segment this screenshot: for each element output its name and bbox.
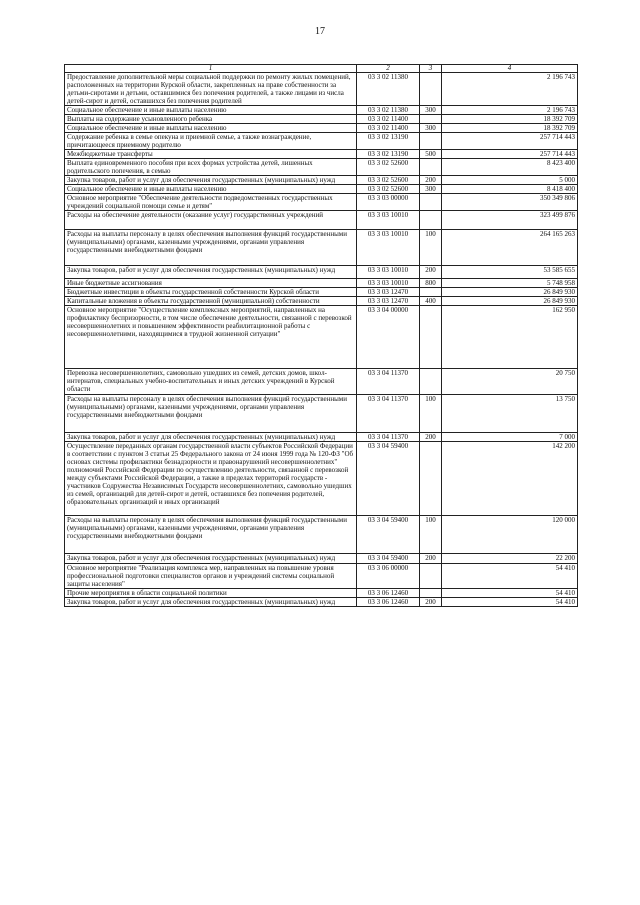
row-code: 03 3 02 52600 (357, 185, 420, 194)
row-expense-type: 300 (420, 185, 442, 194)
row-name: Расходы на выплаты персоналу в целях обеспечения выполнения функций государственными (муниципальными) органами, казенными учреждениями, органами управления государственными внебюджетными фондами (65, 516, 357, 554)
table-row (65, 369, 578, 395)
row-code: 03 3 06 00000 (357, 564, 420, 589)
row-name: Расходы на выплаты персоналу в целях обеспечения выполнения функций государственными (муниципальными) органами, казенными учреждениями, органами управления государственными внебюджетными фондами (65, 395, 357, 433)
row-expense-type (420, 159, 442, 176)
header-col-4: 4 (442, 65, 578, 73)
row-amount: 162 950 (442, 306, 578, 369)
row-expense-type: 200 (420, 176, 442, 185)
row-expense-type (420, 369, 442, 395)
row-amount: 5 000 (442, 176, 578, 185)
row-code: 03 3 04 59400 (357, 442, 420, 516)
row-amount: 8 418 400 (442, 185, 578, 194)
row-name: Основное мероприятие "Реализация комплекса мер, направленных на повышение уровня профессиональной подготовки специалистов органов и учреждений системы социальной защиты населения" (65, 564, 357, 589)
row-amount: 120 000 (442, 516, 578, 554)
row-amount: 22 200 (442, 554, 578, 564)
table-row (65, 297, 578, 306)
row-expense-type (420, 306, 442, 369)
row-amount: 13 750 (442, 395, 578, 433)
row-expense-type: 200 (420, 554, 442, 564)
table-body (65, 73, 578, 607)
table-row (65, 73, 578, 106)
row-expense-type: 100 (420, 516, 442, 554)
row-code: 03 3 03 12470 (357, 297, 420, 306)
table-row (65, 564, 578, 589)
table-row (65, 442, 578, 516)
row-expense-type (420, 442, 442, 516)
row-name: Основное мероприятие "Осуществление комплексных мероприятий, направленных на профилактику беспризорности, в том числе обеспечение деятельности, связанной с перевозкой несовершеннолетних и повышением эффективности реабилитационной работы с несовершеннолетними, находящимися в трудной жизненной ситуации" (65, 306, 357, 369)
row-amount: 257 714 443 (442, 133, 578, 150)
row-name: Закупка товаров, работ и услуг для обеспечения государственных (муниципальных) нужд (65, 433, 357, 442)
row-expense-type (420, 564, 442, 589)
table-row (65, 279, 578, 288)
row-name: Содержание ребенка в семье опекуна и приемной семье, а также вознаграждение, причитающееся приемному родителю (65, 133, 357, 150)
row-amount: 26 849 930 (442, 297, 578, 306)
row-expense-type (420, 288, 442, 297)
row-amount: 350 349 806 (442, 194, 578, 211)
row-amount: 53 585 655 (442, 266, 578, 279)
row-code: 03 3 06 12460 (357, 598, 420, 607)
table-header (65, 65, 578, 73)
row-code: 03 3 04 11370 (357, 395, 420, 433)
table-row (65, 211, 578, 230)
row-amount: 18 392 709 (442, 124, 578, 133)
table-row (65, 106, 578, 115)
row-code: 03 3 03 00000 (357, 194, 420, 211)
row-name: Выплаты на содержание усыновленного ребенка (65, 115, 357, 124)
row-code: 03 3 04 11370 (357, 369, 420, 395)
row-expense-type (420, 73, 442, 106)
row-amount: 54 410 (442, 598, 578, 607)
row-name: Перевозка несовершеннолетних, самовольно ушедших из семей, детских домов, школ-интернатов, специальных учебно-воспитательных и иных детских учреждений в Курской области (65, 369, 357, 395)
table-row (65, 124, 578, 133)
budget-table (64, 64, 578, 607)
row-expense-type: 200 (420, 433, 442, 442)
row-name: Прочие мероприятия в области социальной политики (65, 589, 357, 598)
row-amount: 20 750 (442, 369, 578, 395)
table-row (65, 306, 578, 369)
table-row (65, 150, 578, 159)
row-code: 03 3 04 00000 (357, 306, 420, 369)
row-name: Закупка товаров, работ и услуг для обеспечения государственных (муниципальных) нужд (65, 266, 357, 279)
row-amount: 8 423 400 (442, 159, 578, 176)
row-expense-type: 100 (420, 395, 442, 433)
row-code: 03 3 03 10010 (357, 211, 420, 230)
table-row (65, 395, 578, 433)
row-code: 03 3 06 12460 (357, 589, 420, 598)
row-name: Капитальные вложения в объекты государственной (муниципальной) собственности (65, 297, 357, 306)
row-code: 03 3 02 11400 (357, 115, 420, 124)
row-amount: 18 392 709 (442, 115, 578, 124)
row-name: Социальное обеспечение и иные выплаты населению (65, 124, 357, 133)
row-expense-type: 200 (420, 598, 442, 607)
row-name: Выплата единовременного пособия при всех формах устройства детей, лишенных родительского попечения, в семью (65, 159, 357, 176)
row-expense-type (420, 194, 442, 211)
row-amount: 2 196 743 (442, 73, 578, 106)
table-row (65, 266, 578, 279)
row-amount: 7 000 (442, 433, 578, 442)
row-name: Социальное обеспечение и иные выплаты населению (65, 106, 357, 115)
row-amount: 323 499 876 (442, 211, 578, 230)
row-code: 03 3 02 13190 (357, 133, 420, 150)
table-row (65, 516, 578, 554)
row-name: Расходы на выплаты персоналу в целях обеспечения выполнения функций государственными (муниципальными) органами, казенными учреждениями, органами управления государственными внебюджетными фондами (65, 230, 357, 266)
row-name: Осуществление переданных органам государственной власти субъектов Российской Федерации в соответствии с пунктом 3 статьи 25 Федерального закона от 24 июня 1999 года № 120-ФЗ "Об основах системы профилактики безнадзорности и правонарушений несовершеннолетних" полномочий Российской Федерации по осуществлению деятельности, связанной с перевозкой между субъектами Российской Федерации, а также в пределах территорий государств - участников Содружества Независимых Государств несовершеннолетних, самовольно ушедших из семей, организаций для детей-сирот и детей, оставшихся без попечения родителей, образовательных организаций и иных организаций (65, 442, 357, 516)
row-code: 03 3 03 12470 (357, 288, 420, 297)
page-number: 17 (315, 26, 325, 37)
row-name: Предоставление дополнительной меры социальной поддержки по ремонту жилых помещений, расположенных на территории Курской области, закрепленных на праве собственности за детьми-сиротами и детьми, оставшимися без попечения родителей, а также лицами из числа детей-сирот и детей, оставшихся без попечения родителей (65, 73, 357, 106)
row-expense-type: 100 (420, 230, 442, 266)
row-expense-type (420, 589, 442, 598)
header-col-2: 2 (357, 65, 420, 73)
table-row (65, 133, 578, 150)
row-code: 03 3 03 10010 (357, 266, 420, 279)
row-code: 03 3 04 59400 (357, 516, 420, 554)
table-row (65, 176, 578, 185)
header-col-3: 3 (420, 65, 442, 73)
table-row (65, 288, 578, 297)
row-amount: 2 196 743 (442, 106, 578, 115)
row-code: 03 3 04 59400 (357, 554, 420, 564)
row-name: Закупка товаров, работ и услуг для обеспечения государственных (муниципальных) нужд (65, 554, 357, 564)
table-row (65, 194, 578, 211)
table-row (65, 433, 578, 442)
row-expense-type: 400 (420, 297, 442, 306)
row-amount: 264 165 263 (442, 230, 578, 266)
row-amount: 26 849 930 (442, 288, 578, 297)
table-row (65, 159, 578, 176)
row-code: 03 3 02 11380 (357, 106, 420, 115)
table-row (65, 598, 578, 607)
table-row (65, 185, 578, 194)
row-name: Закупка товаров, работ и услуг для обеспечения государственных (муниципальных) нужд (65, 598, 357, 607)
row-expense-type: 300 (420, 106, 442, 115)
row-amount: 5 748 958 (442, 279, 578, 288)
row-amount: 54 410 (442, 564, 578, 589)
table-row (65, 230, 578, 266)
row-expense-type: 200 (420, 266, 442, 279)
row-amount: 257 714 443 (442, 150, 578, 159)
row-code: 03 3 02 52600 (357, 176, 420, 185)
row-code: 03 3 03 10010 (357, 230, 420, 266)
row-name: Расходы на обеспечение деятельности (оказание услуг) государственных учреждений (65, 211, 357, 230)
row-expense-type (420, 133, 442, 150)
row-name: Закупка товаров, работ и услуг для обеспечения государственных (муниципальных) нужд (65, 176, 357, 185)
row-expense-type (420, 211, 442, 230)
row-expense-type (420, 115, 442, 124)
header-col-1: 1 (65, 65, 357, 73)
row-expense-type: 800 (420, 279, 442, 288)
row-expense-type: 500 (420, 150, 442, 159)
header-row (65, 65, 578, 73)
table-row (65, 115, 578, 124)
row-name: Социальное обеспечение и иные выплаты населению (65, 185, 357, 194)
row-name: Основное мероприятие "Обеспечение деятельности подведомственных государственных учреждений социальной помощи семье и детям" (65, 194, 357, 211)
row-code: 03 3 02 52600 (357, 159, 420, 176)
row-code: 03 3 02 11380 (357, 73, 420, 106)
row-name: Межбюджетные трансферты (65, 150, 357, 159)
row-amount: 142 200 (442, 442, 578, 516)
row-code: 03 3 03 10010 (357, 279, 420, 288)
table-row (65, 589, 578, 598)
row-code: 03 3 02 11400 (357, 124, 420, 133)
row-name: Бюджетные инвестиции в объекты государственной собственности Курской области (65, 288, 357, 297)
row-name: Иные бюджетные ассигнования (65, 279, 357, 288)
row-code: 03 3 04 11370 (357, 433, 420, 442)
row-code: 03 3 02 13190 (357, 150, 420, 159)
row-expense-type: 300 (420, 124, 442, 133)
table-row (65, 554, 578, 564)
row-amount: 54 410 (442, 589, 578, 598)
